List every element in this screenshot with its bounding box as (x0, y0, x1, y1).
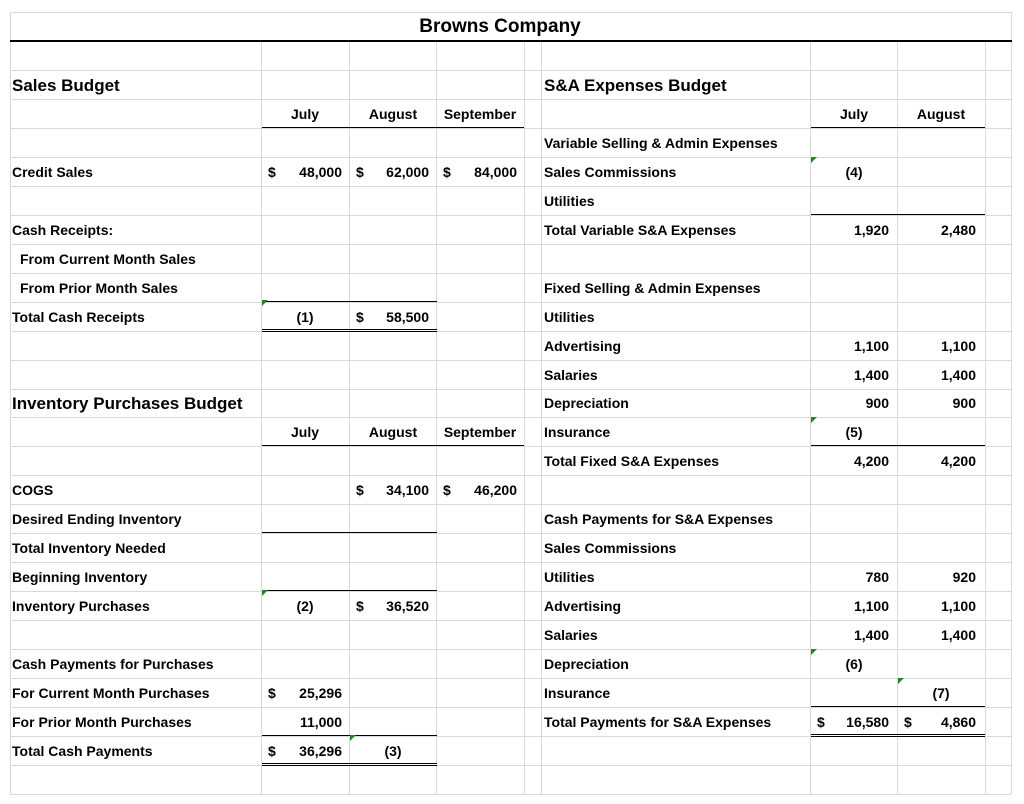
currency-symbol: $ (904, 714, 912, 730)
currency-symbol: $ (443, 164, 451, 180)
beginning-inventory-label: Beginning Inventory (12, 569, 148, 585)
sales-budget-heading: Sales Budget (12, 76, 120, 95)
sa-month-august: August (916, 106, 966, 122)
inv-month-august: August (368, 424, 418, 440)
inv-header-underline (262, 445, 524, 446)
sales-commissions-july: (4) (845, 164, 863, 180)
depreciation-august: 900 (952, 395, 976, 411)
total-sa-payments-august: 4,860 (940, 714, 976, 730)
cell-flag-icon (350, 735, 356, 741)
sales-month-august: August (368, 106, 418, 122)
cp-salaries-august: 1,400 (940, 627, 976, 643)
sa-budget-heading: S&A Expenses Budget (544, 76, 727, 95)
payments-bottom-border (262, 763, 437, 764)
cogs-label: COGS (12, 482, 54, 498)
advertising-july: 1,100 (853, 338, 889, 354)
total-variable-august: 2,480 (940, 222, 976, 238)
currency-symbol: $ (268, 164, 276, 180)
from-prior-month-label: From Prior Month Sales (20, 280, 178, 296)
total-sa-payments-july: 16,580 (846, 714, 889, 730)
total-cash-payments-july: 36,296 (299, 743, 342, 759)
sales-month-september: September (443, 106, 517, 122)
inventory-budget-heading: Inventory Purchases Budget (12, 394, 243, 413)
receipts-top-border (262, 301, 437, 302)
credit-sales-label: Credit Sales (12, 164, 93, 180)
inv-month-september: September (443, 424, 517, 440)
variable-expenses-heading: Variable Selling & Admin Expenses (544, 135, 778, 151)
cell-flag-icon (811, 649, 817, 655)
cash-payments-sa-heading: Cash Payments for S&A Expenses (544, 511, 774, 527)
beginning-underline (262, 590, 437, 591)
total-variable-label: Total Variable S&A Expenses (544, 222, 737, 238)
total-inventory-needed-label: Total Inventory Needed (12, 540, 166, 556)
sa-month-july: July (839, 106, 868, 122)
prior-month-purchases-label: For Prior Month Purchases (12, 714, 192, 730)
cogs-september: 46,200 (474, 482, 517, 498)
cogs-august: 34,100 (386, 482, 429, 498)
cell-flag-icon (898, 678, 904, 684)
advertising-label: Advertising (544, 338, 622, 354)
total-sa-payments-label: Total Payments for S&A Expenses (544, 714, 772, 730)
variable-utilities-underline (811, 214, 985, 215)
salaries-july: 1,400 (853, 367, 889, 383)
total-fixed-label: Total Fixed S&A Expenses (544, 453, 720, 469)
total-cash-payments-august: (3) (384, 743, 402, 759)
sa-payments-bottom-border (811, 734, 985, 735)
company-title: Browns Company (419, 16, 581, 37)
sa-header-underline (811, 127, 985, 128)
fixed-expenses-heading: Fixed Selling & Admin Expenses (544, 280, 761, 296)
sales-month-july: July (290, 106, 319, 122)
cell-flag-icon (811, 417, 817, 423)
currency-symbol: $ (356, 598, 364, 614)
currency-symbol: $ (356, 309, 364, 325)
cp-salaries-july: 1,400 (853, 627, 889, 643)
cp-depreciation-label: Depreciation (544, 656, 629, 672)
cp-advertising-july: 1,100 (853, 598, 889, 614)
current-month-purchases-july: 25,296 (299, 685, 342, 701)
desired-ending-underline (262, 532, 437, 533)
cell-flag-icon (811, 157, 817, 163)
inventory-purchases-label: Inventory Purchases (12, 598, 150, 614)
cp-utilities-august: 920 (952, 569, 976, 585)
cp-salaries-label: Salaries (544, 627, 598, 643)
cell-flag-icon (262, 300, 268, 306)
advertising-august: 1,100 (940, 338, 976, 354)
receipts-bottom-border-2 (262, 331, 437, 332)
receipts-bottom-border (262, 329, 437, 330)
cell-flag-icon (262, 590, 268, 596)
cp-depreciation-july: (6) (845, 656, 863, 672)
currency-symbol: $ (817, 714, 825, 730)
credit-sales-august: 62,000 (386, 164, 429, 180)
currency-symbol: $ (356, 164, 364, 180)
depreciation-label: Depreciation (544, 395, 629, 411)
utilities-label: Utilities (544, 193, 595, 209)
cp-utilities-label: Utilities (544, 569, 595, 585)
currency-symbol: $ (443, 482, 451, 498)
fixed-utilities-label: Utilities (544, 309, 595, 325)
insurance-july: (5) (845, 424, 863, 440)
total-cash-payments-label: Total Cash Payments (12, 743, 153, 759)
from-current-month-label: From Current Month Sales (20, 251, 196, 267)
total-receipts-august: 58,500 (386, 309, 429, 325)
cash-receipts-label: Cash Receipts: (12, 222, 114, 238)
cp-sales-commissions-label: Sales Commissions (544, 540, 677, 556)
cp-utilities-july: 780 (865, 569, 889, 585)
cp-insurance-august: (7) (932, 685, 950, 701)
inv-month-july: July (290, 424, 319, 440)
currency-symbol: $ (356, 482, 364, 498)
salaries-august: 1,400 (940, 367, 976, 383)
total-fixed-august: 4,200 (940, 453, 976, 469)
insurance-label: Insurance (544, 424, 611, 440)
credit-sales-september: 84,000 (474, 164, 517, 180)
prior-month-purchases-july: 11,000 (299, 714, 342, 730)
sales-header-underline (262, 127, 524, 128)
inventory-purchases-august: 36,520 (386, 598, 429, 614)
desired-ending-inventory-label: Desired Ending Inventory (12, 511, 182, 527)
insurance-underline (811, 445, 985, 446)
sa-payments-bottom-border-2 (811, 736, 985, 737)
sales-commissions-label: Sales Commissions (544, 164, 677, 180)
total-variable-july: 1,920 (853, 222, 889, 238)
credit-sales-july: 48,000 (299, 164, 342, 180)
depreciation-july: 900 (865, 395, 889, 411)
total-receipts-july: (1) (296, 309, 314, 325)
current-month-purchases-label: For Current Month Purchases (12, 685, 210, 701)
currency-symbol: $ (268, 685, 276, 701)
title-underline (10, 40, 1012, 42)
cash-payments-purchases-label: Cash Payments for Purchases (12, 656, 214, 672)
cp-insurance-label: Insurance (544, 685, 611, 701)
currency-symbol: $ (268, 743, 276, 759)
total-fixed-july: 4,200 (853, 453, 889, 469)
cp-insurance-underline (811, 706, 985, 707)
cp-advertising-august: 1,100 (940, 598, 976, 614)
cp-advertising-label: Advertising (544, 598, 622, 614)
inventory-purchases-july: (2) (296, 598, 314, 614)
payments-bottom-border-2 (262, 765, 437, 766)
total-cash-receipts-label: Total Cash Receipts (12, 309, 145, 325)
salaries-label: Salaries (544, 367, 598, 383)
